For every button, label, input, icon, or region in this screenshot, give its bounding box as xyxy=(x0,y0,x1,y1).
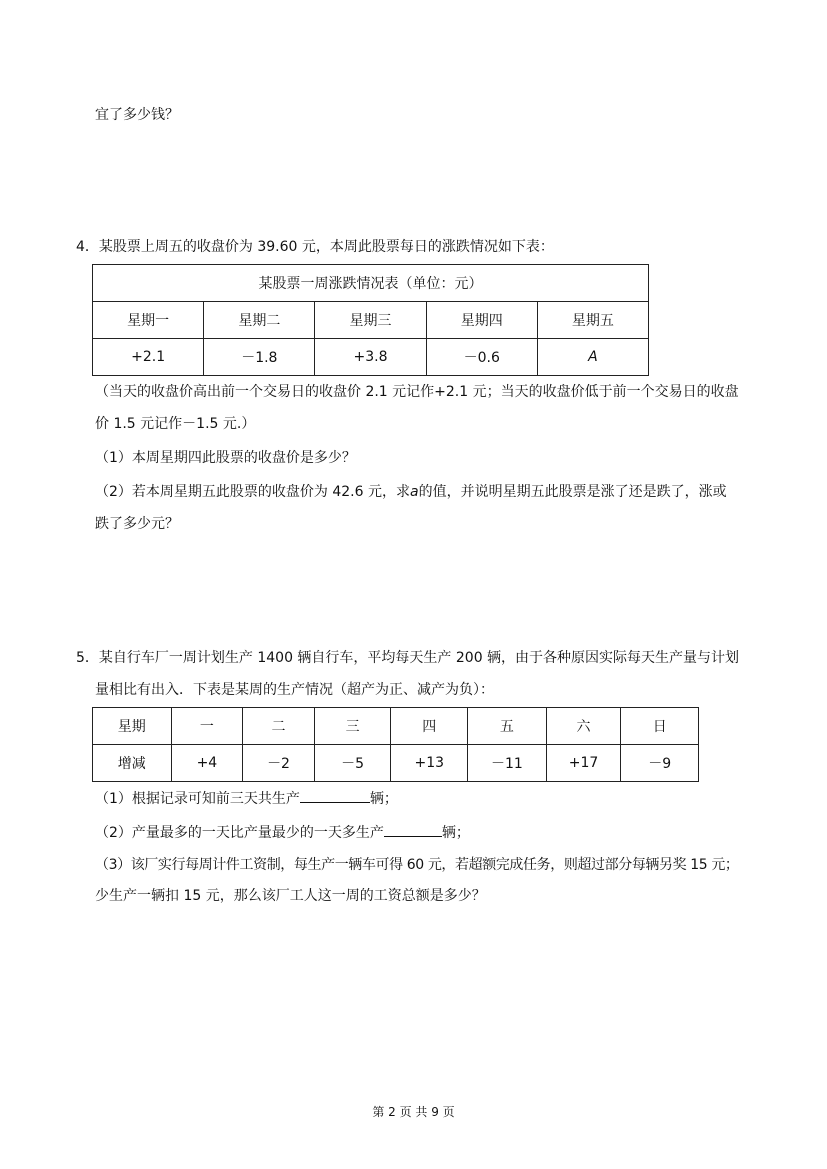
q5-change-cell: －5 xyxy=(314,745,391,782)
q5-row-header: 星期 xyxy=(93,708,172,745)
q5-changes-row xyxy=(93,745,699,782)
q4-note-line2: 价 1.5 元记作－1.5 元.） xyxy=(95,416,256,432)
q5-sub3-line2: 少生产一辆扣 15 元，那么该厂工人这一周的工资总额是多少？ xyxy=(95,888,486,904)
q4-sub2-line2: 跌了多少元？ xyxy=(95,516,179,532)
q5-row-header: 增减 xyxy=(93,745,172,782)
q4-sub2-text-b: 的值，并说明星期五此股票是涨了还是跌了，涨或 xyxy=(418,484,727,500)
q4-sub2-text-a: （2）若本周星期五此股票的收盘价为 42.6 元，求 xyxy=(95,484,410,500)
q5-sub2-answer-blank xyxy=(384,822,442,837)
q4-day-cell: 星期二 xyxy=(204,302,315,339)
q5-sub2-text-b: 辆； xyxy=(441,825,470,841)
q4-change-cell: A xyxy=(537,339,648,376)
q4-days-row xyxy=(93,302,649,339)
q4-sub1: （1）本周星期四此股票的收盘价是多少？ xyxy=(95,450,356,466)
q5-days-row xyxy=(93,708,699,745)
q4-changes-row xyxy=(93,339,649,376)
q5-day-cell: 二 xyxy=(243,708,315,745)
q5-change-cell: +13 xyxy=(391,745,468,782)
q5-day-cell: 日 xyxy=(621,708,699,745)
q5-day-cell: 五 xyxy=(468,708,547,745)
q4-change-cell: +3.8 xyxy=(315,339,426,376)
q5-sub1 xyxy=(95,788,398,809)
q5-stem-line1: 5．某自行车厂一周计划生产 1400 辆自行车，平均每天生产 200 辆，由于各种原因实际每天生产量与计划 xyxy=(76,650,740,666)
q4-sub2-line1 xyxy=(95,482,727,502)
q4-day-cell: 星期五 xyxy=(537,302,648,339)
q4-note-line1: （当天的收盘价高出前一个交易日的收盘价 2.1 元记作+2.1 元；当天的收盘价低于前一个交易日的收盘 xyxy=(95,384,739,400)
q4-day-cell: 星期一 xyxy=(93,302,204,339)
q5-day-cell: 六 xyxy=(546,708,621,745)
q5-sub1-text-a: （1）根据记录可知前三天共生产 xyxy=(95,791,300,807)
q4-day-cell: 星期四 xyxy=(426,302,537,339)
q5-sub2-text-a: （2）产量最多的一天比产量最少的一天多生产 xyxy=(95,825,384,841)
q4-change-cell: －1.8 xyxy=(204,339,315,376)
q4-stem: 4．某股票上周五的收盘价为 39.60 元，本周此股票每日的涨跌情况如下表： xyxy=(76,239,554,255)
q4-change-cell: +2.1 xyxy=(93,339,204,376)
previous-question-tail: 宜了多少钱？ xyxy=(95,107,179,123)
q5-sub2 xyxy=(95,822,470,843)
q5-day-cell: 四 xyxy=(391,708,468,745)
q4-day-cell: 星期三 xyxy=(315,302,426,339)
q5-change-cell: +4 xyxy=(171,745,243,782)
q5-day-cell: 一 xyxy=(171,708,243,745)
q5-sub3-line1: （3）该厂实行每周计件工资制，每生产一辆车可得 60 元，若超额完成任务，则超过部分每辆另奖 15 元； xyxy=(95,857,739,873)
q5-change-cell: －9 xyxy=(621,745,699,782)
q5-sub1-text-b: 辆； xyxy=(369,791,398,807)
q5-change-cell: －11 xyxy=(468,745,547,782)
q5-change-cell: +17 xyxy=(546,745,621,782)
q5-stem-line2: 量相比有出入．下表是某周的生产情况（超产为正、减产为负）： xyxy=(95,682,494,698)
q4-change-cell: －0.6 xyxy=(426,339,537,376)
q5-change-cell: －2 xyxy=(243,745,315,782)
page-footer: 第 2 页 共 9 页 xyxy=(372,1105,455,1119)
q5-table xyxy=(92,707,699,782)
q4-sub2-variable: a xyxy=(409,484,419,500)
q5-sub1-answer-blank xyxy=(300,788,370,803)
q4-table-title: 某股票一周涨跌情况表（单位：元） xyxy=(93,265,649,302)
q4-table xyxy=(92,264,649,376)
q5-day-cell: 三 xyxy=(314,708,391,745)
